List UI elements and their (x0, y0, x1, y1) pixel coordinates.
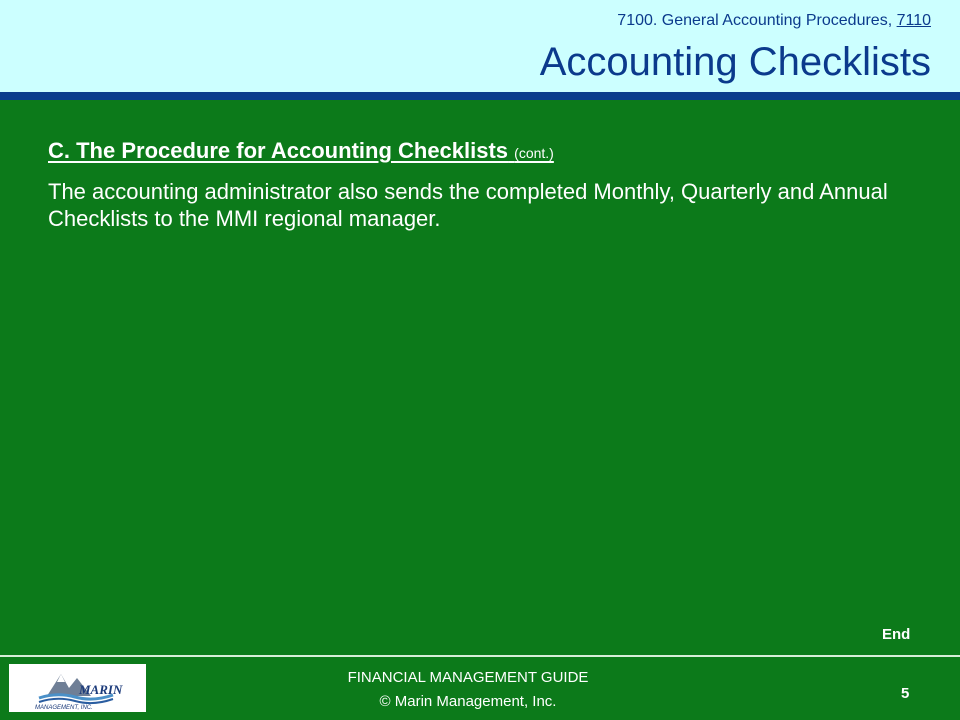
footer-guide-title: FINANCIAL MANAGEMENT GUIDE (347, 669, 589, 686)
slide-header (0, 0, 960, 92)
section-heading-suffix: (cont.) (514, 145, 554, 161)
logo-subword: MANAGEMENT, INC. (35, 705, 93, 711)
footer-copyright: © Marin Management, Inc. (379, 693, 557, 710)
slide-footer (0, 657, 960, 720)
body-paragraph: The accounting administrator also sends the completed Monthly, Quarterly and Annual Checklists to the MMI regional manager. (48, 179, 888, 231)
breadcrumb-link-7110[interactable]: 7110 (896, 12, 931, 29)
page-number: 5 (901, 685, 910, 702)
breadcrumb-prefix: 7100. General Accounting Procedures, (617, 12, 897, 29)
section-heading (48, 138, 554, 164)
logo-word: MARIN (79, 682, 123, 697)
end-link[interactable]: End (882, 626, 911, 643)
breadcrumb (617, 12, 931, 30)
section-heading-text: C. The Procedure for Accounting Checklists (48, 138, 509, 163)
header-divider (0, 92, 960, 100)
slide-title: Accounting Checklists (539, 40, 931, 84)
slide-content (0, 100, 960, 655)
